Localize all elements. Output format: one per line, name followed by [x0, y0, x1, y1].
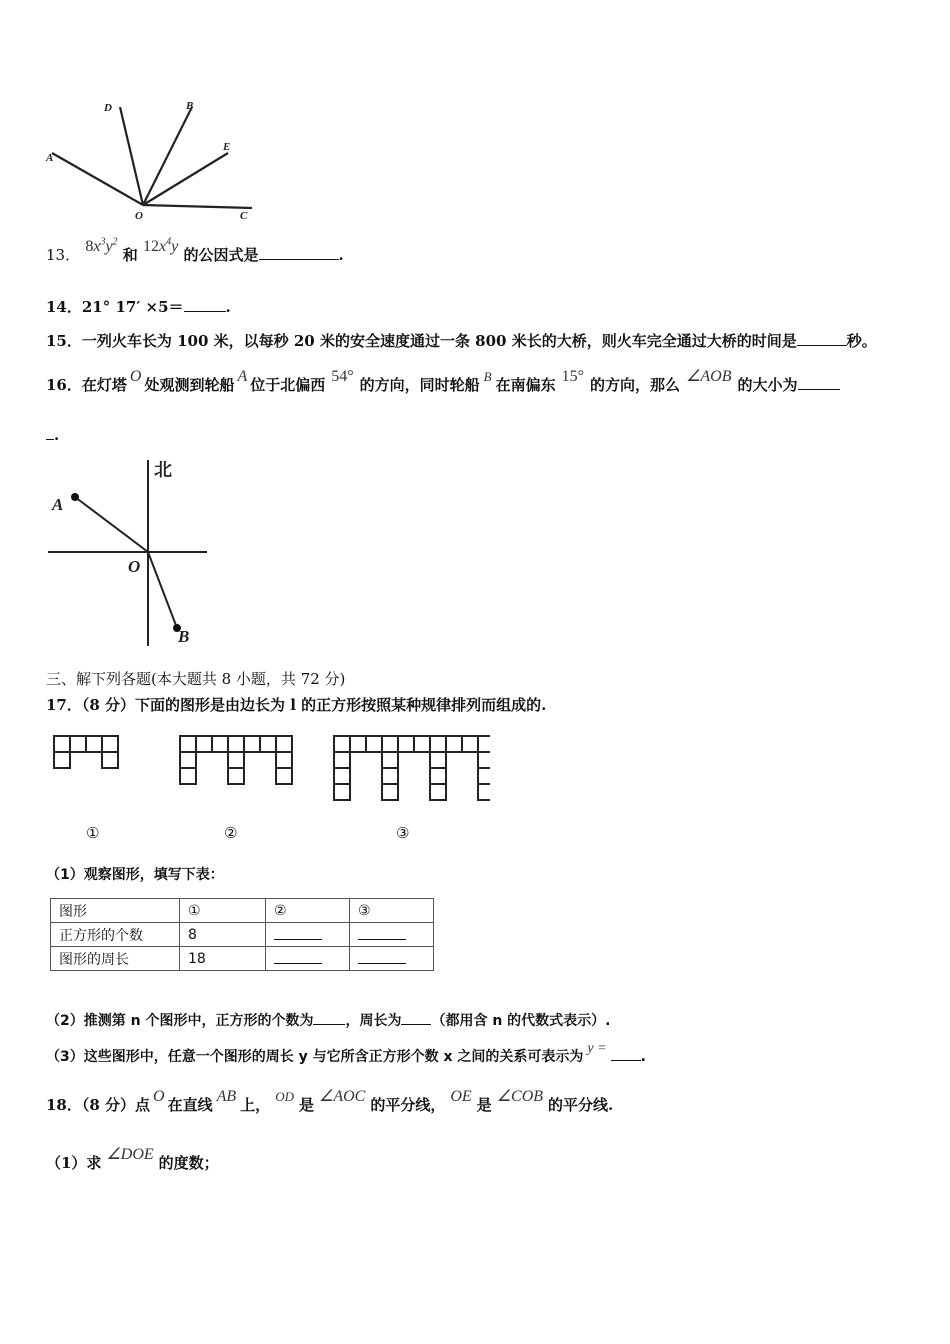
- unit-square: [54, 736, 70, 752]
- q13-answer-blank[interactable]: [259, 259, 339, 260]
- unit-square: [382, 736, 398, 752]
- q16-point-a: A: [237, 368, 248, 385]
- q18-angle-aoc: ∠AOC: [318, 1088, 366, 1105]
- q13-text: 的公因式是: [183, 246, 259, 264]
- unit-square: [196, 736, 212, 752]
- q16-answer-blank-tail[interactable]: [46, 439, 54, 440]
- q18-ray-od: OD: [275, 1089, 294, 1104]
- table-cell: 图形的周长: [51, 947, 180, 971]
- label-b: B: [186, 100, 194, 112]
- fig16-label-b: B: [178, 627, 190, 646]
- unit-square: [430, 752, 446, 768]
- unit-square: [398, 736, 414, 752]
- unit-square: [180, 736, 196, 752]
- unit-square: [478, 768, 490, 784]
- unit-square: [478, 784, 490, 800]
- question-16: 16．在灯塔 O 处观测到轮船 A 位于北偏西 54° 的方向，同时轮船 B 在南偏东 15° 的方向，那么 ∠AOB 的大小为: [46, 374, 840, 395]
- label-a: A: [46, 152, 54, 164]
- unit-square: [334, 784, 350, 800]
- question-14: 14．21° 17′ ×5＝ .: [46, 298, 231, 316]
- table-row: [51, 923, 434, 947]
- table-cell: 8: [180, 923, 266, 947]
- ray-oa: [52, 153, 143, 205]
- unit-square: [414, 736, 430, 752]
- square-pattern-figures: [50, 730, 490, 810]
- unit-square: [334, 736, 350, 752]
- q16-point-b: B: [483, 369, 492, 384]
- unit-square: [478, 736, 490, 752]
- q16-angle-aob: ∠AOB: [686, 368, 732, 385]
- unit-square: [276, 768, 292, 784]
- north-label: 北: [154, 460, 172, 481]
- fig16-label-o: O: [128, 557, 141, 576]
- unit-square: [70, 736, 86, 752]
- unit-square: [244, 736, 260, 752]
- q18-line-ab: AB: [216, 1088, 237, 1105]
- q17-part3: （3）这些图形中，任意一个图形的周长 y 与它所含正方形个数 x 之间的关系可表示为y =.: [46, 1041, 646, 1065]
- q17-relation-blank[interactable]: [611, 1060, 641, 1061]
- table-answer-cell[interactable]: [350, 923, 434, 947]
- unit-square: [462, 736, 478, 752]
- q17-count-blank[interactable]: [313, 1024, 345, 1025]
- unit-square: [212, 736, 228, 752]
- q14-answer-blank[interactable]: [184, 311, 226, 312]
- unit-square: [54, 752, 70, 768]
- table-answer-cell[interactable]: [350, 947, 434, 971]
- q16-answer-blank[interactable]: [798, 389, 840, 390]
- unit-square: [478, 752, 490, 768]
- ray-oc: [143, 205, 252, 208]
- q17-part1: （1）观察图形，填写下表：: [46, 867, 224, 883]
- unit-square: [276, 736, 292, 752]
- q17-table: [50, 898, 434, 971]
- table-header-cell: ②: [266, 899, 350, 923]
- table-cell: 18: [180, 947, 266, 971]
- unit-square: [446, 736, 462, 752]
- unit-square: [102, 752, 118, 768]
- unit-square: [366, 736, 382, 752]
- table-header-cell: ③: [350, 899, 434, 923]
- q17-part2: （2）推测第 n 个图形中，正方形的个数为 ，周长为 （都用含 n 的代数式表示）.: [46, 1013, 611, 1029]
- unit-square: [180, 768, 196, 784]
- figure-label-1: ①: [86, 824, 100, 842]
- unit-square: [382, 768, 398, 784]
- unit-square: [260, 736, 276, 752]
- q15-answer-blank[interactable]: [797, 345, 847, 346]
- unit-square: [102, 736, 118, 752]
- figure-label-2: ②: [224, 824, 238, 842]
- segment-ob: [148, 552, 177, 628]
- table-header-cell: 图形: [51, 899, 180, 923]
- unit-square: [430, 784, 446, 800]
- figure-label-3: ③: [396, 824, 410, 842]
- q13-and: 和: [122, 246, 138, 264]
- question-13: 13． $8x^3y^2$ 和 $12x^4y$ 的公因式是 .: [46, 236, 344, 264]
- unit-square: [350, 736, 366, 752]
- unit-square: [228, 768, 244, 784]
- unit-square: [228, 736, 244, 752]
- unit-square: [228, 752, 244, 768]
- fig16-label-a: A: [52, 495, 64, 514]
- unit-square: [334, 752, 350, 768]
- label-d: D: [104, 102, 112, 114]
- q13-expr1: $8x^3y^2$: [85, 236, 118, 255]
- ray-od: [120, 107, 143, 205]
- rays-figure: [40, 95, 270, 230]
- unit-square: [334, 768, 350, 784]
- q16-angle-15: 15°: [561, 368, 585, 385]
- q15-text: 15．一列火车长为 100 米，以每秒 20 米的安全速度通过一条 800 米长的大桥，则火车完全通过大桥的时间是: [46, 332, 797, 350]
- q16-angle-54: 54°: [331, 368, 354, 385]
- unit-square: [382, 752, 398, 768]
- label-e: E: [223, 141, 231, 153]
- q18-point-o: O: [153, 1088, 165, 1105]
- table-answer-cell[interactable]: [266, 947, 350, 971]
- label-o: O: [135, 210, 143, 222]
- q14-text: 14．21° 17′ ×5＝: [46, 298, 184, 316]
- table-row: [51, 899, 434, 923]
- q18-angle-cob: ∠COB: [496, 1088, 544, 1105]
- unit-square: [430, 736, 446, 752]
- table-header-cell: ①: [180, 899, 266, 923]
- question-18: 18．（8 分）点 O 在直线 AB 上， OD 是 ∠AOC 的平分线， OE 是 ∠COB 的平分线.: [46, 1088, 614, 1114]
- label-c: C: [240, 210, 248, 222]
- compass-figure: [44, 452, 214, 652]
- unit-square: [180, 752, 196, 768]
- unit-square: [430, 768, 446, 784]
- q16-continuation: .: [46, 426, 59, 444]
- table-answer-cell[interactable]: [266, 923, 350, 947]
- q18-part1: （1）求 ∠DOE 的度数；: [46, 1146, 219, 1172]
- q18-ray-oe: OE: [450, 1088, 472, 1105]
- segment-oa: [75, 497, 148, 552]
- table-row: [51, 947, 434, 971]
- section-3-title: 三、解下列各题(本大题共 8 小题，共 72 分): [46, 670, 346, 688]
- q13-number: 13．: [46, 246, 81, 264]
- unit-square: [382, 784, 398, 800]
- q17-perimeter-blank[interactable]: [401, 1024, 431, 1025]
- q16-point-o: O: [129, 368, 142, 385]
- point-a-dot: [71, 493, 79, 501]
- unit-square: [276, 752, 292, 768]
- question-17: 17．（8 分）下面的图形是由边长为 l 的正方形按照某种规律排列而组成的.: [46, 696, 547, 714]
- table-cell: 正方形的个数: [51, 923, 180, 947]
- q18-angle-doe: ∠DOE: [106, 1146, 154, 1163]
- q13-expr2: $12x^4y$: [143, 236, 179, 255]
- q17-y-equals: y =: [587, 1041, 607, 1056]
- question-15: 15．一列火车长为 100 米，以每秒 20 米的安全速度通过一条 800 米长的大桥，则火车完全通过大桥的时间是 秒。: [46, 332, 877, 350]
- unit-square: [86, 736, 102, 752]
